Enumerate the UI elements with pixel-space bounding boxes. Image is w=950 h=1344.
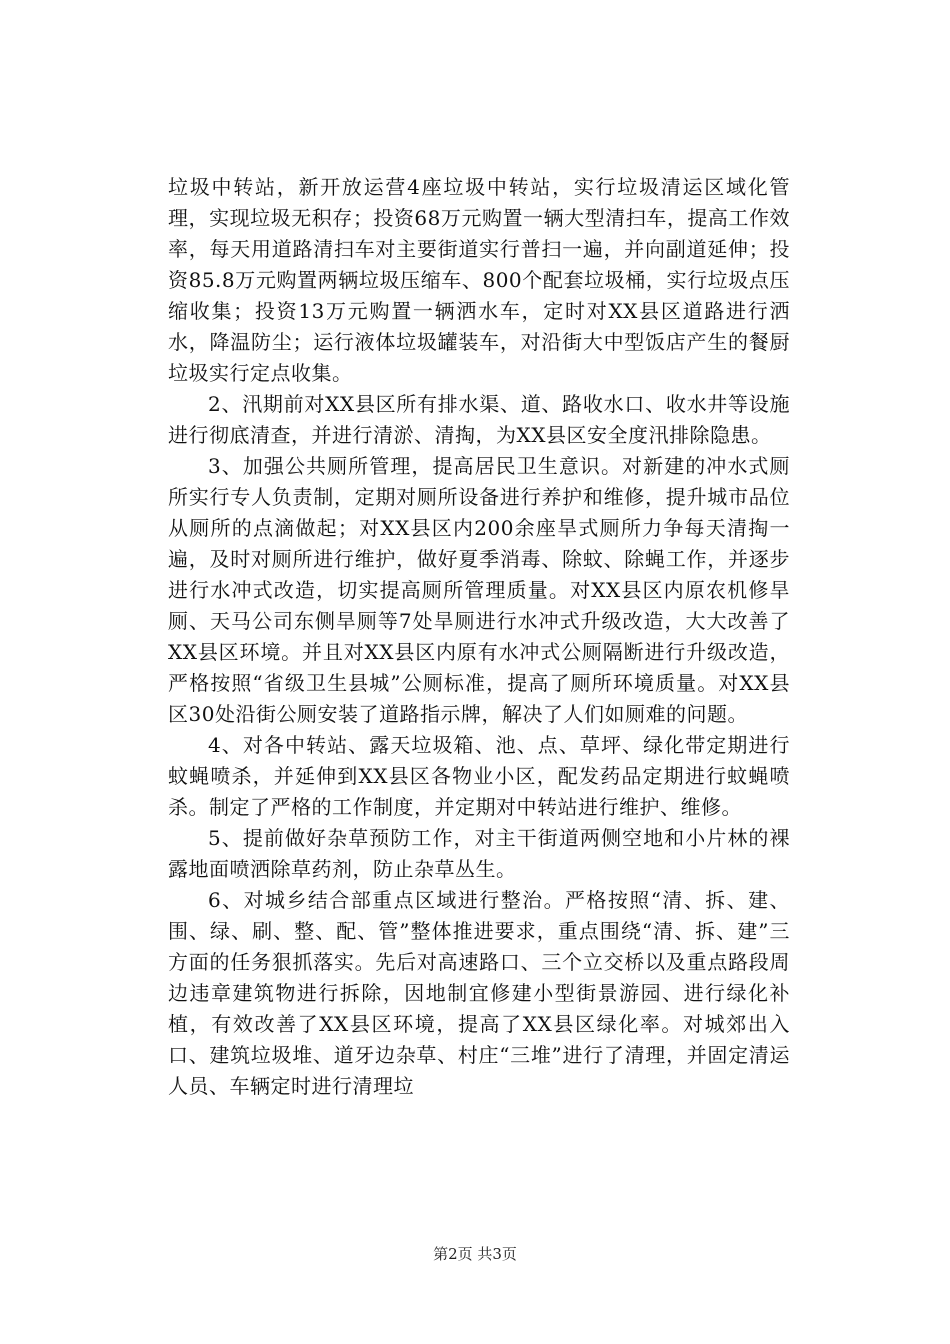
paragraph-2: 2、汛期前对XX县区所有排水渠、道、路收水口、收水井等设施进行彻底清查，并进行清淤、清掏，为XX县区安全度汛排除隐患。 bbox=[168, 392, 790, 447]
document-body bbox=[168, 172, 790, 1102]
paragraph-6: 6、对城乡结合部重点区域进行整治。严格按照“清、拆、建、围、绿、刷、整、配、管”整体推进要求，重点围绕“清、拆、建”三方面的任务狠抓落实。先后对高速路口、三个立交桥以及重点路段周边违章建筑物进行拆除，因地制宜修建小型街景游园、进行绿化补植，有效改善了XX县区环境，提高了XX县区绿化率。对城郊出入口、建筑垃圾堆、道牙边杂草、村庄“三堆”进行了清理，并固定清运人员、车辆定时进行清理垃 bbox=[168, 888, 790, 1098]
paragraph-1: 垃圾中转站，新开放运营4座垃圾中转站，实行垃圾清运区域化管理，实现垃圾无积存；投资68万元购置一辆大型清扫车，提高工作效率，每天用道路清扫车对主要街道实行普扫一遍，并向副道延伸；投资85.8万元购置两辆垃圾压缩车、800个配套垃圾桶，实行垃圾点压缩收集；投资13万元购置一辆洒水车，定时对XX县区道路进行洒水，降温防尘；运行液体垃圾罐装车，对沿街大中型饭店产生的餐厨垃圾实行定点收集。 bbox=[168, 175, 790, 385]
page-number-footer: 第2页 共3页 bbox=[433, 1245, 517, 1263]
paragraph-3: 3、加强公共厕所管理，提高居民卫生意识。对新建的冲水式厕所实行专人负责制，定期对厕所设备进行养护和维修，提升城市品位从厕所的点滴做起；对XX县区内200余座旱式厕所力争每天清掏一遍，及时对厕所进行维护，做好夏季消毒、除蚊、除蝇工作，并逐步进行水冲式改造，切实提高厕所管理质量。对XX县区内原农机修旱厕、天马公司东侧旱厕等7处旱厕进行水冲式升级改造，大大改善了XX县区环境。并且对XX县区内原有水冲式公厕隔断进行升级改造，严格按照“省级卫生县城”公厕标准，提高了厕所环境质量。对XX县区30处沿街公厕安装了道路指示牌，解决了人们如厕难的问题。 bbox=[168, 454, 790, 726]
paragraph-5: 5、提前做好杂草预防工作，对主干街道两侧空地和小片林的裸露地面喷洒除草药剂，防止杂草丛生。 bbox=[168, 826, 790, 881]
paragraph-4: 4、对各中转站、露天垃圾箱、池、点、草坪、绿化带定期进行蚊蝇喷杀，并延伸到XX县区各物业小区，配发药品定期进行蚊蝇喷杀。制定了严格的工作制度，并定期对中转站进行维护、维修。 bbox=[168, 733, 790, 819]
